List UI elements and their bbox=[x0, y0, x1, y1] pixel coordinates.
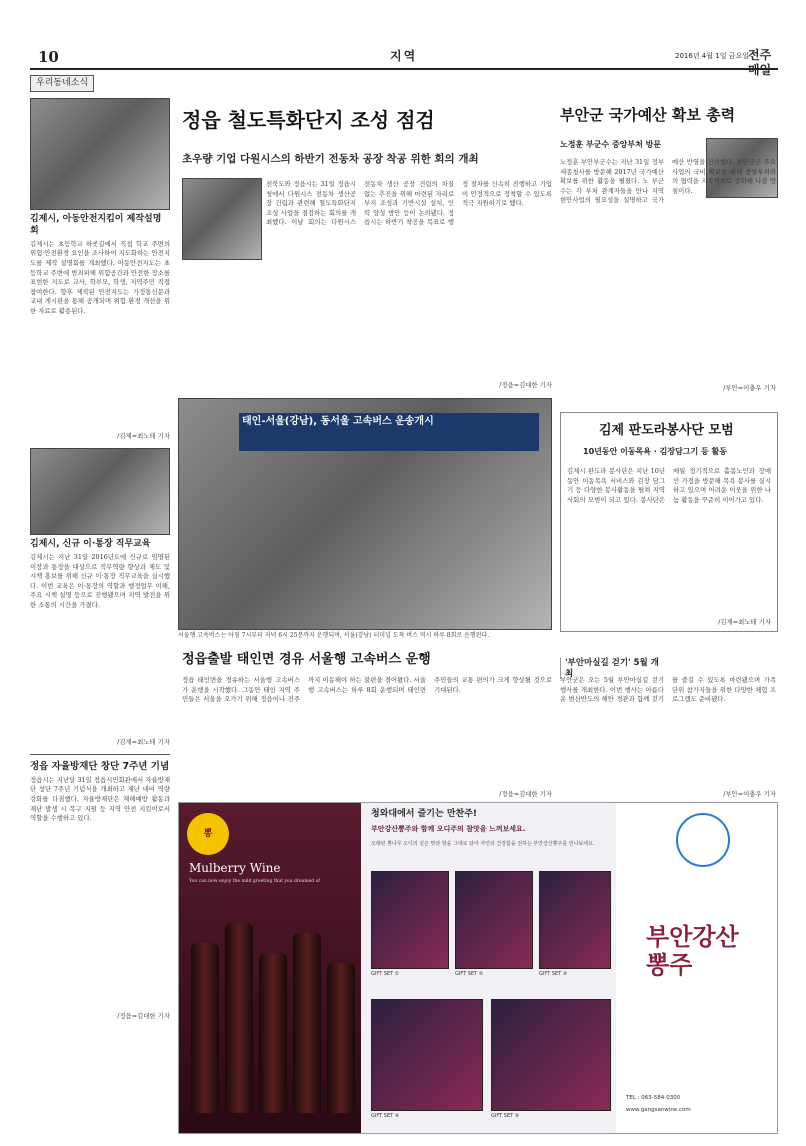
sidebar-story-3-title: 정읍 자율방재단 창단 7주년 기념 bbox=[30, 761, 170, 772]
wine-bottle-2 bbox=[225, 923, 253, 1113]
ad-left-panel bbox=[179, 803, 361, 1133]
ceremony-photo bbox=[178, 398, 552, 630]
gift-label-5: GIFT SET ⑤ bbox=[491, 1113, 520, 1119]
photo-caption: 서울행 고속버스는 아침 7시부터 저녁 6시 25분까지 운행되며, 서울(강남) 터미널 도착 버스 역시 하루 8회로 운행된다. bbox=[178, 632, 490, 639]
buan-budget-body: 노정훈 부안부군수는 지난 31일 정부세종청사를 방문해 2017년 국가예산 확보를 위한 활동을 펼쳤다. 노 부군수는 각 부처 관계자들을 만나 지역 현안사업의 필요성을 설명하고 국가예산 반영을 건의했다. 부안군은 주요 사업의 국비 확보를 위해 중앙부처와의 협력을 지속적으로 강화해 나갈 방침이다. bbox=[560, 158, 776, 205]
gimje-feature-byline: /김제=최노테 기자 bbox=[718, 618, 771, 626]
ad-middle-panel bbox=[361, 803, 616, 1133]
gift-label-3: GIFT SET ③ bbox=[539, 971, 568, 977]
bus-headline: 정읍출발 태인면 경유 서울행 고속버스 운행 bbox=[182, 652, 431, 667]
ad-right-panel bbox=[616, 803, 777, 1133]
ad-headline: 청와대에서 즐기는 만찬주! bbox=[371, 809, 478, 819]
ad-phone: TEL : 063-584-0300 bbox=[626, 1095, 681, 1101]
page-number: 10 bbox=[38, 48, 59, 66]
section-title: 지역 bbox=[390, 49, 418, 63]
gift-box-1 bbox=[371, 871, 449, 969]
gift-box-5 bbox=[491, 999, 611, 1111]
sidebar-story-1-byline: /김제=최노테 기자 bbox=[117, 431, 170, 440]
main-body: 전북도와 정읍시는 31일 정읍시청에서 다원시스 전동차 생산공장 건립과 관련해 철도특화단지 조성 사업을 점검하는 회의를 개최했다. 이날 회의는 다원시스 전동차 생산 공장 건립의 차질 없는 추진을 위해 마련된 자리로 부지 조성과 기반시설 설치, 인력 양성 방안 등이 논의됐다. 정읍시는 하반기 착공을 목표로 행정 절차를 신속히 진행하고 기업이 안정적으로 정착할 수 있도록 적극 지원하기로 했다. bbox=[266, 180, 552, 227]
sidebar-story-3-body: 정읍시는 지난달 31일 정읍시민회관에서 자율방재단 창단 7주년 기념식을 개최하고 재난 대비 역량 강화를 다짐했다. 자율방재단은 재해예방 활동과 재난 발생 시 복구 지원 등 지역 안전 지킴이로서 역할을 수행하고 있다. bbox=[30, 775, 170, 823]
buan-walk-byline: /부안=이충우 기자 bbox=[723, 790, 776, 798]
newspaper-name: 전주매일 bbox=[748, 48, 772, 77]
gift-label-2: GIFT SET ② bbox=[455, 971, 484, 977]
gift-box-4 bbox=[371, 999, 483, 1111]
wine-bottle-4 bbox=[293, 933, 321, 1113]
gift-label-1: GIFT SET ① bbox=[371, 971, 400, 977]
buan-walk-body: 부안군은 오는 5월 부안마실길 걷기 행사를 개최한다. 이번 행사는 아름다운 변산반도의 해안 경관과 함께 걷기를 즐길 수 있도록 마련됐으며 가족 단위 참가자들을 위한 다양한 체험 프로그램도 준비됐다. bbox=[560, 676, 776, 704]
bus-body: 정읍 태인면을 경유하는 서울행 고속버스가 운행을 시작했다. 그동안 태인 지역 주민들은 서울을 오가기 위해 정읍이나 전주까지 이동해야 하는 불편을 겪어왔다. 서울행 고속버스는 하루 8회 운행되며 태인면 주민들의 교통 편의가 크게 향상될 것으로 기대된다. bbox=[182, 676, 552, 704]
ad-url: www.gangsanwine.com bbox=[626, 1107, 691, 1113]
sidebar-story-2-body: 김제시는 지난 31일 2016년도에 신규로 임명된 이장과 통장을 대상으로 직무역량 향상과 제도 및 시책 홍보를 위해 신규 이·통장 직무교육을 실시했다. 이번 교육은 이·통장의 역할과 행정업무 이해, 주요 시책 설명 등으로 진행됐으며 지역 발전을 위한 소통의 시간을 가졌다. bbox=[30, 553, 170, 609]
ad-subheadline: 부안강산뽕주와 함께 오디주의 참맛을 느껴보세요. bbox=[371, 825, 526, 833]
main-headline: 정읍 철도특화단지 조성 점검 bbox=[182, 108, 435, 132]
wine-bottle-1 bbox=[191, 943, 219, 1113]
gift-label-4: GIFT SET ④ bbox=[371, 1113, 400, 1119]
sidebar-story-1-body: 김제시는 초등학교 하굣길에서 직접 학교 주변의 위험·안전환경 요인을 조사하여 지도화하는 안전지도를 제작 설명회를 개최했다. 아동안전지도는 초등학교 주변에 범죄피해 위험공간과 안전한 장소를 표현한 지도로 교사, 학부모, 학생, 지역주민 직접 참여한다. 향후 제작된 안전지도는 가정통신문과 교내 게시판을 통해 공개되며 위험 환경 개선을 위한 자료로 활용된다. bbox=[30, 239, 170, 315]
ad-brand: Mulberry Wine bbox=[189, 861, 281, 875]
section-tag: 우리동네소식 bbox=[30, 75, 94, 92]
bus-byline: /정읍=김대한 기자 bbox=[499, 790, 552, 798]
mascot-icon bbox=[676, 813, 730, 867]
gift-box-3 bbox=[539, 871, 611, 969]
wine-bottle-3 bbox=[259, 953, 287, 1113]
ad-tagline: You can now enjoy the mild greeting that you dreamed of bbox=[189, 879, 320, 884]
gift-box-2 bbox=[455, 871, 533, 969]
sidebar-photo-1 bbox=[30, 98, 170, 210]
gimje-feature-headline: 김제 판도라봉사단 모범 bbox=[599, 423, 734, 438]
banner-text: 태인-서울(강남), 동서울 고속버스 운송개시 bbox=[239, 413, 539, 451]
gimje-feature-body: 김제시 판도라 봉사단은 지난 10년 동안 이동목욕 서비스와 김장 담그기 등 다양한 봉사활동을 펼쳐 지역사회의 모범이 되고 있다. 봉사단은 매월 정기적으로 홀몸노인과 장애인 가정을 방문해 목욕 봉사를 실시하고 있으며 어려운 이웃을 위한 나눔 활동을 꾸준히 이어가고 있다. bbox=[567, 467, 771, 504]
sidebar-story-2-title: 김제시, 신규 이·통장 직무교육 bbox=[30, 538, 151, 549]
buan-budget-headline: 부안군 국가예산 확보 총력 bbox=[560, 106, 736, 124]
buan-budget-byline: /부안=이충우 기자 bbox=[723, 384, 776, 392]
issue-date: 2016년 4월 1일 금요일 bbox=[675, 52, 749, 60]
ad-logo-text: 부안강산뽕주 bbox=[646, 922, 739, 979]
sidebar-story-3-byline: /정읍=김대한 기자 bbox=[117, 1011, 170, 1020]
gimje-feature-subhead: 10년동안 이동목욕 · 김장담그기 등 활동 bbox=[583, 447, 728, 456]
sidebar-story-2-byline: /김제=최노테 기자 bbox=[117, 738, 170, 746]
sidebar bbox=[30, 75, 170, 1020]
main-subhead: 초우량 기업 다원시스의 하반기 전동차 공장 착공 위한 회의 개최 bbox=[182, 153, 479, 165]
brand-badge-icon: 뽕 bbox=[187, 813, 229, 855]
sidebar-photo-2 bbox=[30, 448, 170, 535]
buan-budget-subhead: 노정훈 부군수 중앙부처 방문 bbox=[560, 140, 662, 149]
mulberry-wine-ad bbox=[178, 802, 778, 1134]
ad-body: 오래된 뽕나무 오디의 깊은 맛과 향을 그대로 담아 자연의 건강함을 전하는 부안강산뽕주를 만나보세요. bbox=[371, 841, 595, 847]
buan-walk-headline: '부안마실길 걷기' 5월 개최 bbox=[560, 658, 665, 679]
gimje-feature-box bbox=[560, 412, 778, 632]
main-byline: /정읍=김대한 기자 bbox=[499, 381, 552, 389]
masthead bbox=[30, 46, 778, 77]
sidebar-story-1-title: 김제시, 아동안전지킴이 제작설명회 bbox=[30, 214, 162, 236]
main-photo bbox=[182, 178, 262, 260]
wine-bottle-5 bbox=[327, 963, 355, 1113]
